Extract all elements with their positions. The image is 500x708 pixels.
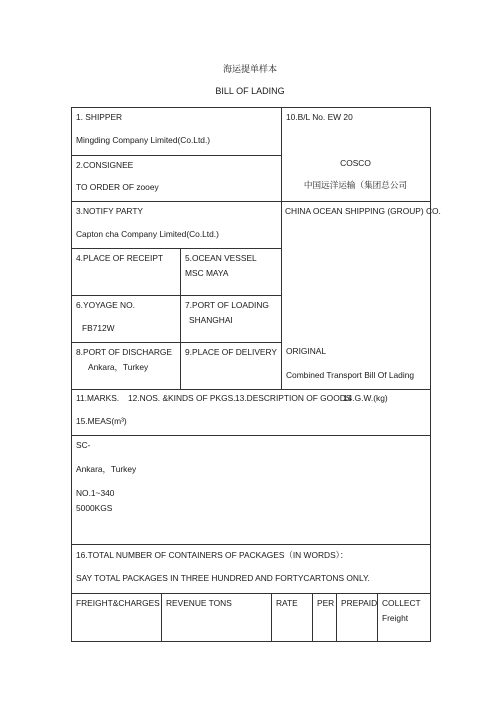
gross-weight: 5000KGS	[76, 503, 113, 513]
port-of-discharge-label: 8.PORT OF DISCHARGE	[76, 347, 173, 357]
port-of-discharge-value: Ankara，Turkey	[88, 362, 149, 372]
description-header: 13.DESCRIPTION OF GOODS	[235, 393, 352, 403]
column-divider	[336, 593, 337, 641]
document-title-cn: 海运提单样本	[222, 65, 277, 75]
total-packages-label: 16.TOTAL NUMBER OF CONTAINERS OF PACKAGES（IN WORDS）：	[76, 550, 349, 560]
consignee-value: TO ORDER OF zooey	[76, 182, 159, 192]
ocean-vessel-value: MSC MAYA	[185, 268, 229, 278]
place-of-delivery-label: 9.PLACE OF DELIVERY	[185, 347, 278, 357]
freight-charges-header: FREIGHT&CHARGES	[76, 598, 160, 608]
shipper-label: 1. SHIPPER	[76, 112, 123, 122]
row-divider	[71, 435, 430, 436]
form-border-bottom	[71, 641, 430, 642]
notify-party-label: 3.NOTIFY PARTY	[76, 206, 144, 216]
form-border-left	[71, 107, 72, 642]
voyage-no-label: 6.YOYAGE NO.	[76, 300, 135, 310]
rate-header: RATE	[276, 598, 298, 608]
row-divider	[71, 389, 430, 390]
document-title: BILL OF LADING	[215, 86, 285, 96]
port-of-loading-label: 7.PORT OF LOADING	[185, 300, 269, 310]
column-divider	[161, 593, 162, 641]
notify-party-value: Capton cha Company Limited(Co.Ltd.)	[76, 229, 219, 239]
column-divider	[271, 593, 272, 641]
shipping-mark: SC-	[76, 440, 91, 450]
gross-weight-header: 14.G.W.(kg)	[343, 393, 388, 403]
measurement-header: 15.MEAS(m³)	[76, 416, 127, 426]
prepaid-header: PREPAID	[341, 598, 378, 608]
column-divider	[312, 593, 313, 641]
carrier-name: COSCO	[340, 158, 371, 168]
port-of-loading-value: SHANGHAI	[189, 315, 233, 325]
marks-header: 11.MARKS.	[76, 393, 120, 403]
collect-header: COLLECT	[382, 598, 421, 608]
column-divider	[281, 107, 282, 389]
row-divider	[71, 544, 430, 545]
per-header: PER	[317, 598, 335, 608]
bl-number-label: 10.B/L No. EW 20	[286, 112, 353, 122]
row-divider	[71, 155, 281, 156]
packages-header: 12.NOS. &KINDS OF PKGS.	[128, 393, 236, 403]
original-label: ORIGINAL	[286, 346, 327, 356]
revenue-tons-header: REVENUE TONS	[166, 598, 232, 608]
row-divider	[71, 248, 281, 249]
package-numbers: NO.1~340	[76, 488, 115, 498]
place-of-receipt-label: 4.PLACE OF RECEIPT	[76, 253, 164, 263]
carrier-name-cn: 中国远洋运输（集团总公司	[303, 181, 408, 191]
form-border-top	[71, 107, 430, 108]
consignee-label: 2.CONSIGNEE	[76, 160, 134, 170]
ocean-vessel-label: 5.OCEAN VESSEL	[185, 253, 257, 263]
original-note: Combined Transport Bill Of Lading	[286, 370, 415, 380]
shipper-value: Mingding Company Limited(Co.Ltd.)	[76, 135, 211, 145]
row-divider	[71, 295, 281, 296]
form-border-right	[430, 107, 431, 642]
carrier-full-name: CHINA OCEAN SHIPPING (GROUP) CO.	[285, 206, 441, 216]
row-divider	[71, 201, 430, 202]
destination: Ankara，Turkey	[76, 464, 137, 474]
total-packages-value: SAY TOTAL PACKAGES IN THREE HUNDRED AND FORTYCARTONS ONLY.	[76, 573, 370, 583]
voyage-no-value: FB712W	[82, 323, 115, 333]
row-divider	[71, 342, 281, 343]
collect-subheader: Freight	[382, 613, 409, 623]
column-divider	[180, 248, 181, 389]
